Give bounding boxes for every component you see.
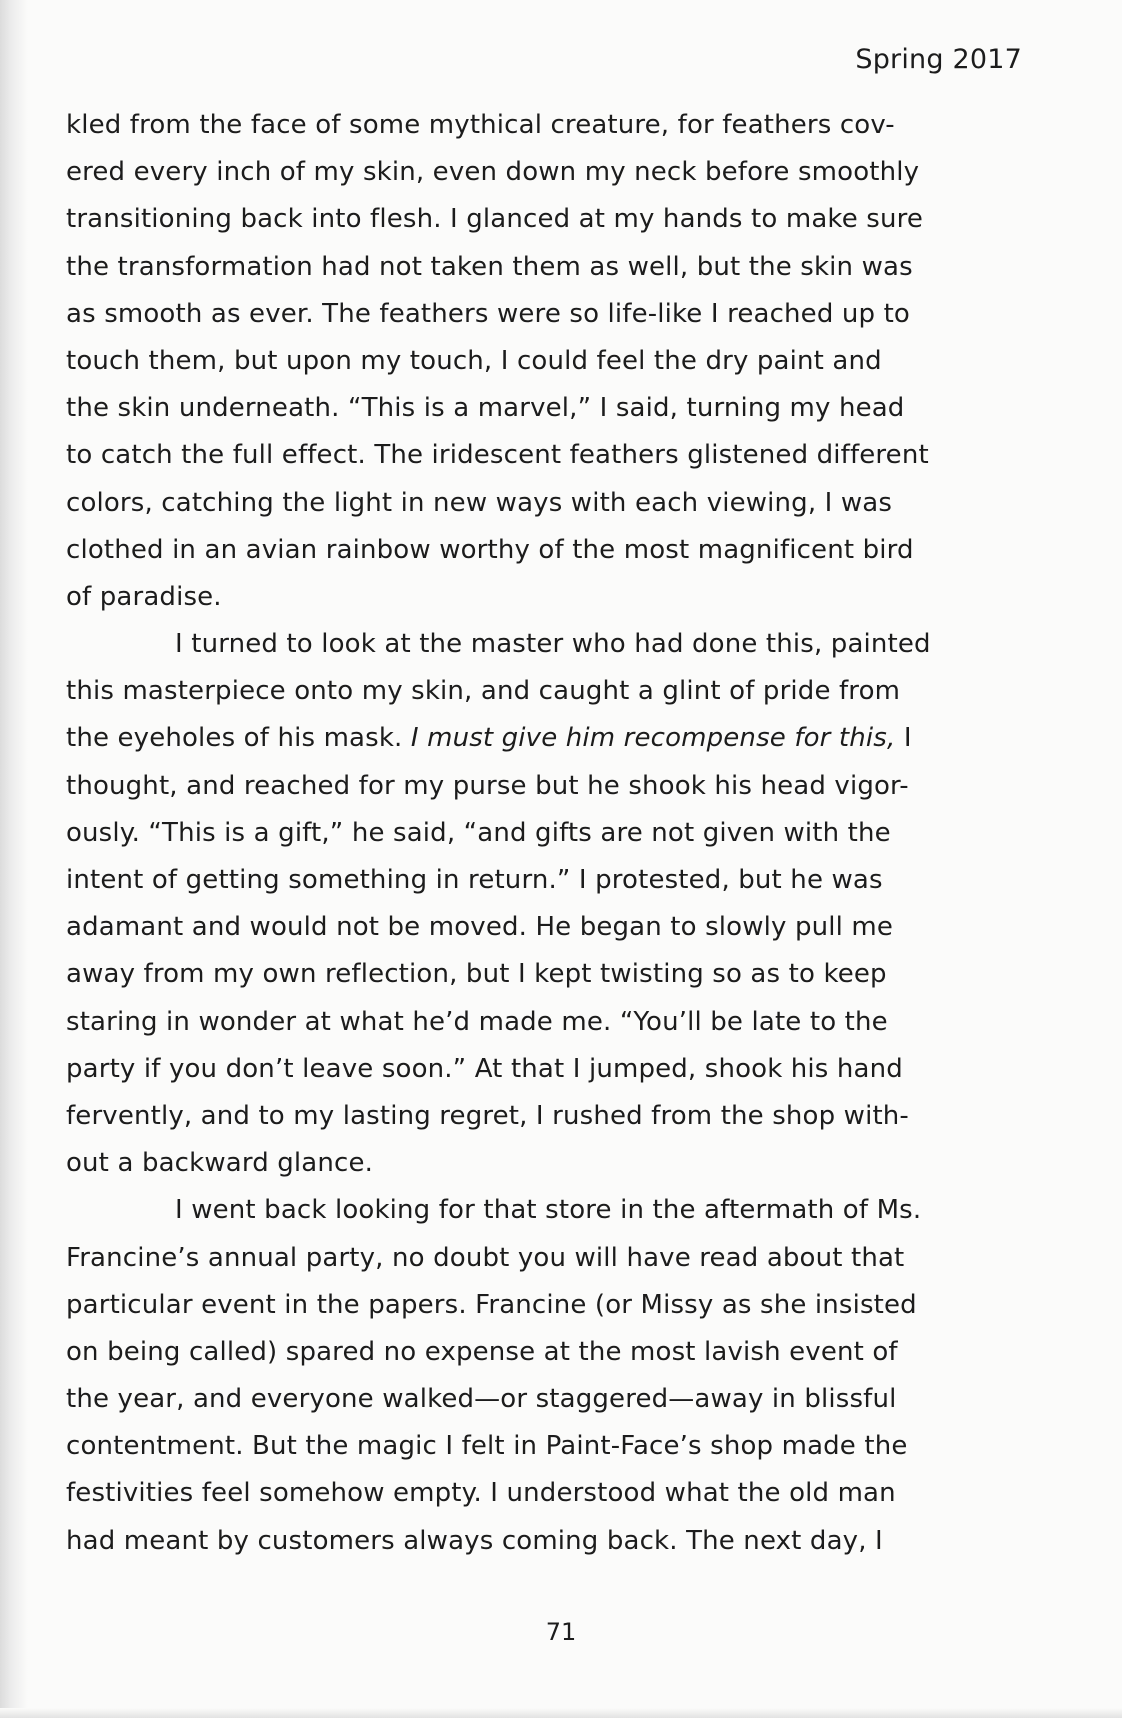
text-line: the transformation had not taken them as well, but the skin was	[66, 251, 913, 282]
text-line: touch them, but upon my touch, I could feel the dry paint and	[66, 345, 882, 376]
text-line: on being called) spared no expense at the most lavish event of	[66, 1336, 898, 1367]
text-line: Francine’s annual party, no doubt you will have read about that	[66, 1242, 905, 1273]
text-line: colors, catching the light in new ways with each viewing, I was	[66, 487, 893, 518]
text-line: as smooth as ever. The feathers were so life-like I reached up to	[66, 298, 910, 329]
text-segment: the eyeholes of his mask.	[66, 723, 411, 754]
text-line: thought, and reached for my purse but he shook his head vigor-	[66, 770, 909, 801]
page-gutter-shadow	[0, 0, 28, 1718]
text-line: to catch the full effect. The iridescent feathers glistened different	[66, 440, 929, 471]
text-line: kled from the face of some mythical creature, for feathers cov-	[66, 110, 895, 140]
text-line: staring in wonder at what he’d made me. “You’ll be late to the	[66, 1006, 888, 1037]
body-text	[66, 102, 1016, 1565]
text-line: ered every inch of my skin, even down my neck before smoothly	[66, 157, 920, 188]
text-line: of paradise.	[66, 581, 222, 612]
text-line: party if you don’t leave soon.” At that I jumped, shook his hand	[66, 1053, 903, 1084]
page-bottom-edge	[0, 1708, 1122, 1718]
text-line: festivities feel somehow empty. I understood what the old man	[66, 1478, 896, 1509]
text-line: this masterpiece onto my skin, and caught a glint of pride from	[66, 676, 901, 707]
text-line: clothed in an avian rainbow worthy of the most magnificent bird	[66, 534, 914, 565]
text-line: contentment. But the magic I felt in Paint-Face’s shop made the	[66, 1431, 908, 1462]
text-line: fervently, and to my lasting regret, I rushed from the shop with-	[66, 1100, 909, 1131]
page-number: 71	[545, 1618, 577, 1646]
text-segment: I	[895, 723, 912, 754]
text-line: out a backward glance.	[66, 1148, 374, 1179]
text-line: the skin underneath. “This is a marvel,” I said, turning my head	[66, 393, 905, 424]
text-line: transitioning back into flesh. I glanced at my hands to make sure	[66, 204, 923, 235]
running-header: Spring 2017	[855, 44, 1022, 75]
text-line: ously. “This is a gift,” he said, “and gifts are not given with the	[66, 817, 891, 848]
text-line: intent of getting something in return.” I protested, but he was	[66, 865, 883, 895]
italic-thought: I must give him recompense for this,	[410, 723, 896, 754]
paragraph-start-line: I turned to look at the master who had done this, painted	[175, 629, 931, 660]
text-line: particular event in the papers. Francine (or Missy as she insisted	[66, 1289, 917, 1320]
text-line: had meant by customers always coming back. The next day, I	[66, 1525, 883, 1556]
text-line: away from my own reflection, but I kept twisting so as to keep	[66, 959, 887, 990]
paragraph-start-line: I went back looking for that store in the aftermath of Ms.	[175, 1195, 922, 1226]
text-line-with-italic	[66, 715, 1016, 762]
text-line: adamant and would not be moved. He began to slowly pull me	[66, 912, 894, 943]
text-line: the year, and everyone walked—or staggered—away in blissful	[66, 1384, 897, 1415]
